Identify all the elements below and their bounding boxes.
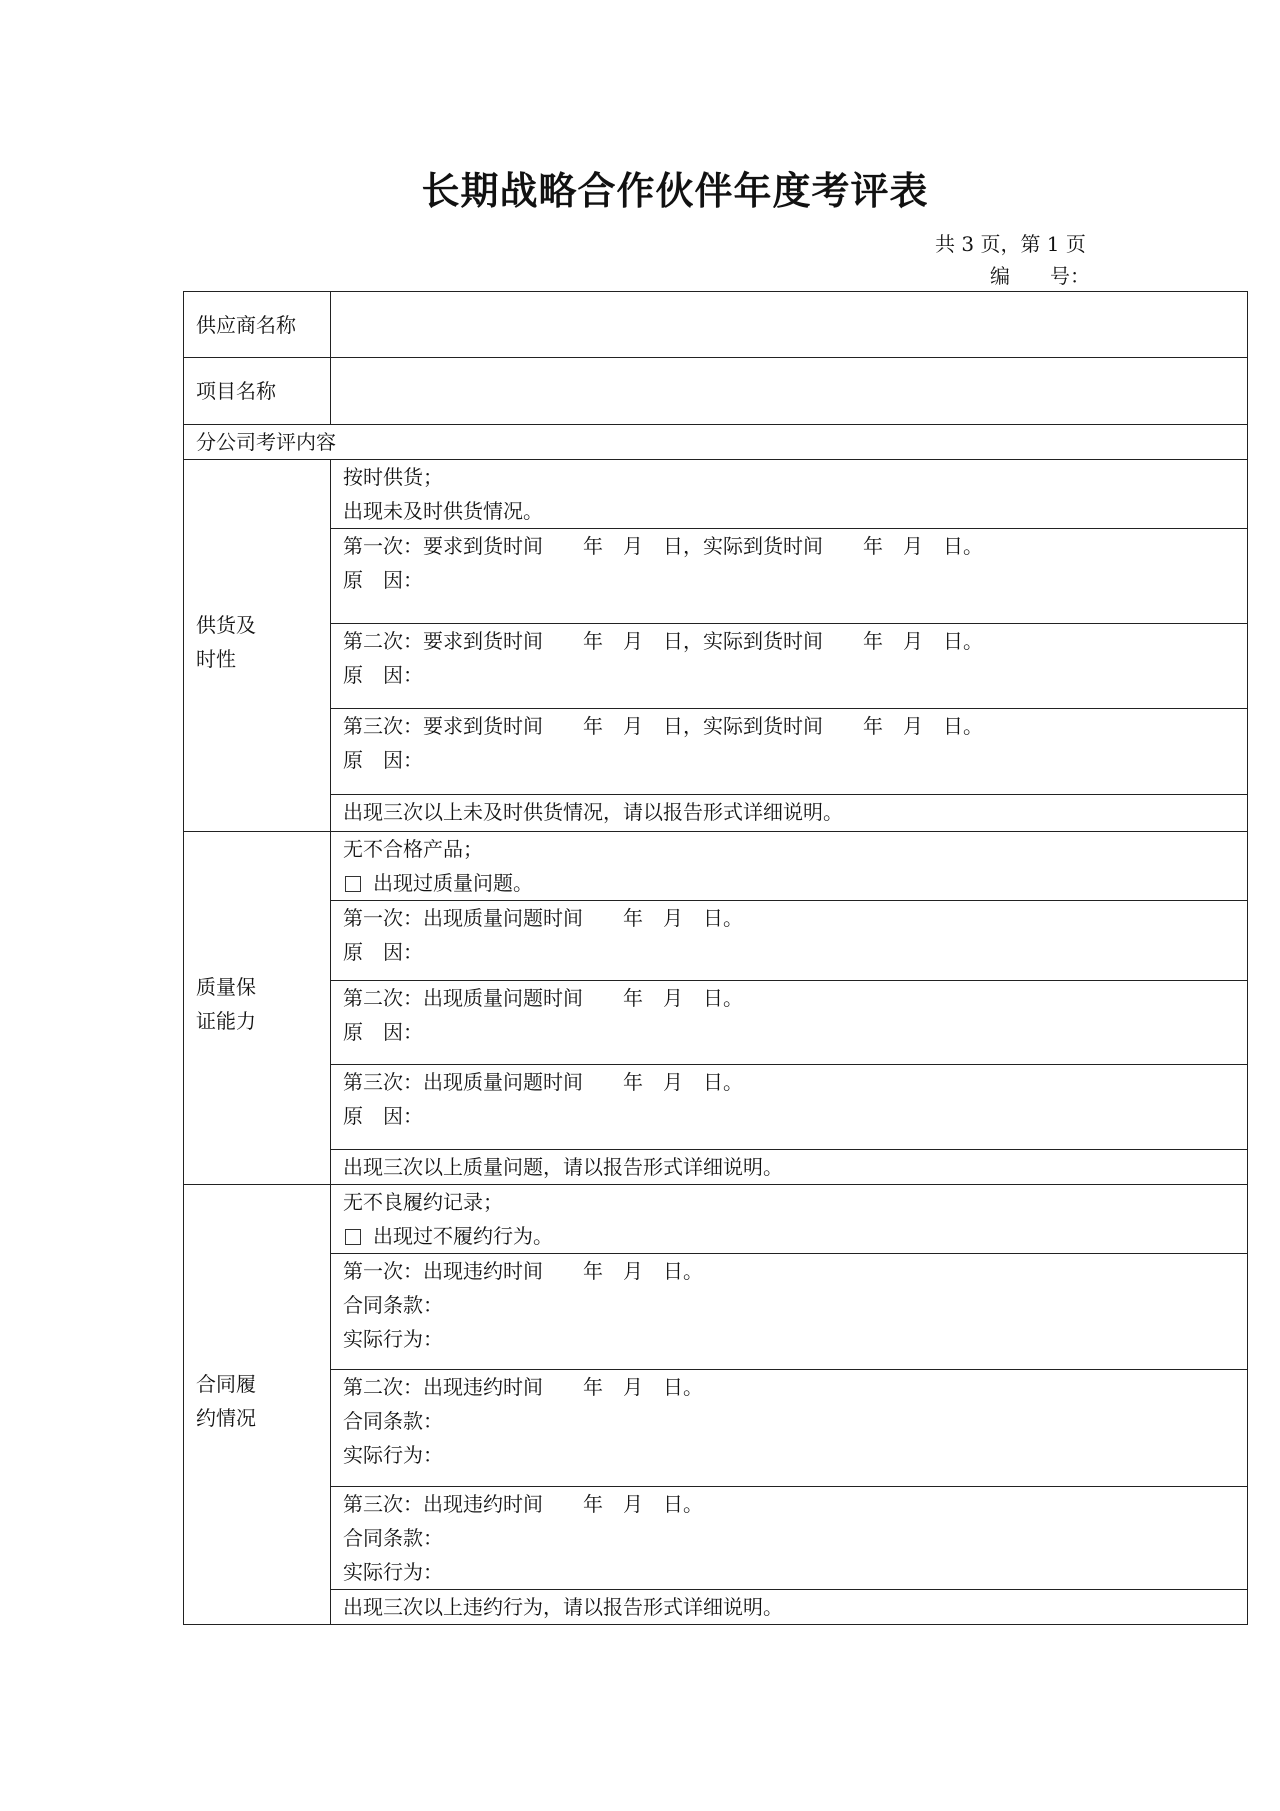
contract-occurrence-1 [184,1254,1248,1370]
delivery-occurrence-2-reason: 原 因： [343,663,423,687]
delivery-label-line2: 时性 [196,646,236,671]
quality-intro-cell [331,832,1248,901]
delivery-label-line1: 供货及 [196,612,256,637]
number-label-part2: 号： [1050,264,1090,288]
delivery-occurrence-3-reason: 原 因： [343,748,423,772]
delivery-on-time-option: 按时供货； [343,465,443,489]
project-name-field[interactable] [331,358,1248,425]
quality-issue-option [343,866,1235,900]
quality-occurrence-3 [184,1065,1248,1150]
contract-occurrence-2 [184,1370,1248,1487]
contract-section-label [184,1185,331,1625]
contract-occurrence-1-line: 第一次：出现违约时间 年 月 日。 [343,1259,703,1283]
quality-issue-checkbox[interactable] [345,876,361,892]
quality-occurrence-2-reason: 原 因： [343,1020,423,1044]
form-number-label [990,260,1090,289]
quality-label-line2: 证能力 [196,1009,256,1033]
contract-occurrence-2-cell[interactable] [331,1370,1248,1487]
contract-footer-row [184,1590,1248,1625]
contract-intro-row [184,1185,1248,1254]
delivery-section-label [184,460,331,832]
project-name-label: 项目名称 [184,358,331,425]
contract-occurrence-3-line: 第三次：出现违约时间 年 月 日。 [343,1492,703,1516]
contract-occurrence-1-action: 实际行为： [343,1327,443,1351]
contract-occurrence-2-action: 实际行为： [343,1443,443,1467]
delivery-footer-note: 出现三次以上未及时供货情况，请以报告形式详细说明。 [331,795,1248,832]
quality-occurrence-1-line: 第一次：出现质量问题时间 年 月 日。 [343,906,743,930]
delivery-occurrence-1-line: 第一次：要求到货时间 年 月 日，实际到货时间 年 月 日。 [343,534,983,558]
project-row [184,358,1248,425]
contract-intro-cell [331,1185,1248,1254]
contract-footer-note: 出现三次以上违约行为，请以报告形式详细说明。 [331,1590,1248,1625]
quality-occurrence-1 [184,901,1248,981]
contract-label-line1: 合同履 [196,1371,256,1396]
number-label-part1: 编 [990,264,1010,288]
contract-occurrence-3-action: 实际行为： [343,1560,443,1584]
quality-occurrence-2 [184,981,1248,1065]
quality-section-label [184,832,331,1185]
quality-occurrence-2-cell[interactable] [331,981,1248,1065]
quality-intro-row [184,832,1248,901]
contract-occurrence-1-clause: 合同条款： [343,1293,443,1317]
quality-occurrence-2-line: 第二次：出现质量问题时间 年 月 日。 [343,986,743,1010]
delivery-occurrence-3-line: 第三次：要求到货时间 年 月 日，实际到货时间 年 月 日。 [343,714,983,738]
delivery-occurrence-2-cell[interactable] [331,624,1248,709]
contract-breach-checkbox[interactable] [345,1229,361,1245]
delivery-late-option: 出现未及时供货情况。 [343,499,543,523]
supplier-name-field[interactable] [331,292,1248,358]
quality-occurrence-3-cell[interactable] [331,1065,1248,1150]
delivery-occurrence-1-cell[interactable] [331,529,1248,624]
quality-no-defect-option: 无不合格产品； [343,837,483,861]
contract-occurrence-3-cell[interactable] [331,1487,1248,1590]
evaluation-table [183,291,1248,1625]
delivery-occurrence-2-line: 第二次：要求到货时间 年 月 日，实际到货时间 年 月 日。 [343,629,983,653]
contract-no-breach-option: 无不良履约记录； [343,1190,503,1214]
delivery-occurrence-3-cell[interactable] [331,709,1248,795]
contract-label-line2: 约情况 [196,1405,256,1430]
contract-breach-option [343,1219,1235,1253]
contract-occurrence-2-clause: 合同条款： [343,1409,443,1433]
quality-issue-label: 出现过质量问题。 [373,871,533,895]
contract-occurrence-2-line: 第二次：出现违约时间 年 月 日。 [343,1375,703,1399]
quality-occurrence-1-reason: 原 因： [343,940,423,964]
supplier-row [184,292,1248,358]
quality-occurrence-1-cell[interactable] [331,901,1248,981]
quality-footer-note: 出现三次以上质量问题，请以报告形式详细说明。 [331,1150,1248,1185]
contract-occurrence-3-clause: 合同条款： [343,1526,443,1550]
contract-occurrence-1-cell[interactable] [331,1254,1248,1370]
quality-occurrence-3-reason: 原 因： [343,1104,423,1128]
delivery-occurrence-3 [184,709,1248,795]
branch-review-row [184,425,1248,460]
quality-label-line1: 质量保 [196,975,256,999]
delivery-footer-row [184,795,1248,832]
delivery-occurrence-2 [184,624,1248,709]
delivery-intro-cell [331,460,1248,529]
delivery-intro-row [184,460,1248,529]
contract-occurrence-3 [184,1487,1248,1590]
supplier-name-label: 供应商名称 [184,292,331,358]
page-info: 共 3 页，第 1 页 [935,232,1086,256]
contract-breach-label: 出现过不履约行为。 [373,1224,553,1248]
branch-review-heading: 分公司考评内容 [184,425,1248,460]
quality-occurrence-3-line: 第三次：出现质量问题时间 年 月 日。 [343,1070,743,1094]
page-title: 长期战略合作伙伴年度考评表 [421,168,929,213]
delivery-occurrence-1 [184,529,1248,624]
quality-footer-row [184,1150,1248,1185]
delivery-occurrence-1-reason: 原 因： [343,568,423,592]
